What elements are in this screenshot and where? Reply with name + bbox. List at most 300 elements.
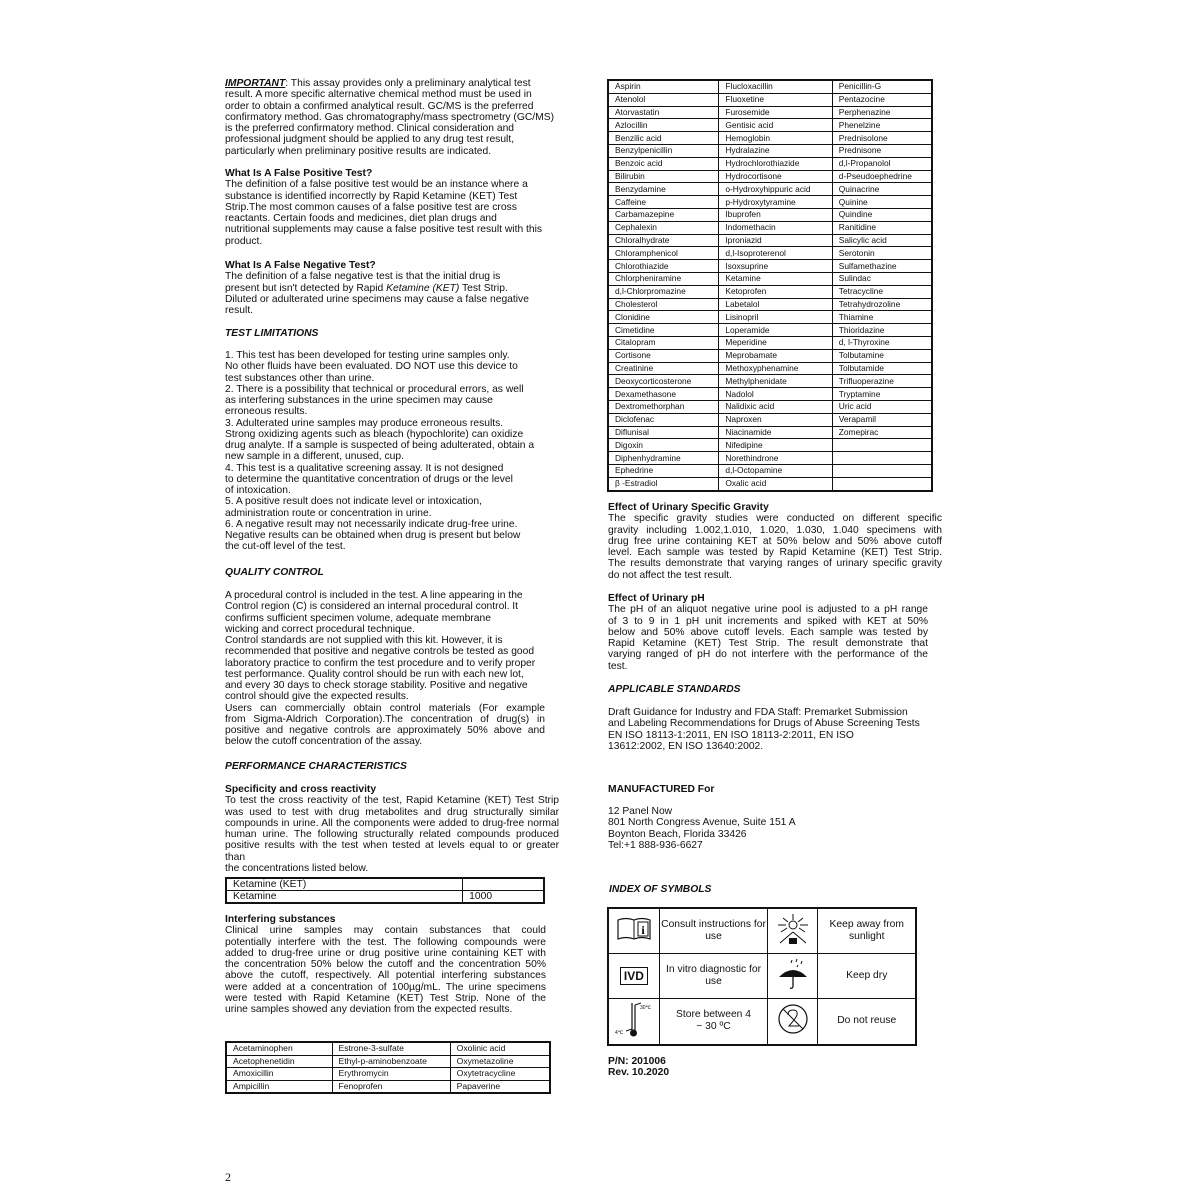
text-line: level. Each sample was tested by Rapid Ketamine (KET) Test Strip. (608, 547, 942, 558)
text-line: Tel:+1 888-936-6627 (608, 839, 703, 851)
temperature-limit-icon (608, 999, 659, 1045)
symbol-label: Do not reuse (818, 999, 916, 1045)
table-cell: Tryptamine (832, 388, 932, 401)
table-cell: Gentisic acid (719, 119, 832, 132)
table-cell: d-Pseudoephedrine (832, 170, 932, 183)
important-label: IMPORTANT (225, 78, 286, 89)
text-line: recommended that positive and negative controls be tested as good (225, 646, 535, 658)
performance-heading (225, 761, 407, 772)
table-row (608, 400, 932, 413)
table-cell: Chlorpheniramine (608, 272, 719, 285)
section-heading: APPLICABLE STANDARDS (608, 684, 741, 695)
table-row (608, 285, 932, 298)
table-cell: Bilirubin (608, 170, 719, 183)
text-line: positive and negative controls are approximately 50% above and (225, 725, 545, 736)
table-row (608, 349, 932, 362)
text-line: No other fluids have been evaluated. DO NOT use this device to (225, 361, 518, 373)
section-heading: QUALITY CONTROL (225, 567, 324, 578)
table-row (608, 170, 932, 183)
section-heading: Interfering substances (225, 914, 336, 925)
text-line: positive results with the test when tested at levels equal to or greater than (225, 840, 559, 863)
table-cell: Methylphenidate (719, 375, 832, 388)
text-line: A procedural control is included in the test. A line appearing in the (225, 590, 523, 601)
quality-control-text (225, 590, 545, 748)
table-row (608, 157, 932, 170)
text-line: The definition of a false negative test is that the initial drug is (225, 271, 501, 283)
ketamine-cutoff-table (225, 877, 545, 904)
text-line: is the preferred confirmatory method. Clinical consideration and (225, 123, 515, 134)
text-line: test performance. Quality control should be run with each new lot, (225, 668, 524, 680)
part-info (608, 1056, 669, 1079)
text-line: control should give the expected results. (225, 691, 409, 703)
text-line: gravity including 1.002,1.010, 1.020, 1.030, 1.040 specimens with (608, 524, 942, 536)
table-cell (832, 439, 932, 452)
table-cell: Diflunisal (608, 426, 719, 439)
table-cell: Acetophenetidin (226, 1055, 332, 1068)
table-cell: Amoxicillin (226, 1068, 332, 1081)
text-line: The results demonstrate that varying ranges of urinary specific gravity (608, 558, 942, 570)
text-line: drug analyte. If a sample is suspected of being adulterated, obtain a (225, 440, 535, 451)
text-line: erroneous results. (225, 406, 308, 418)
text-line: 12 Panel Now (608, 806, 673, 817)
table-cell: Carbamazepine (608, 208, 719, 221)
table-row (608, 144, 932, 157)
paragraph (225, 795, 559, 874)
text-line: of intoxication. (225, 485, 291, 496)
table-cell: Oxalic acid (719, 477, 832, 490)
table-cell: Prednisolone (832, 132, 932, 145)
table-cell: Perphenazine (832, 106, 932, 119)
table-cell: Benzilic acid (608, 132, 719, 145)
table-cell: Oxolinic acid (450, 1042, 550, 1055)
text-line: of 3 to 9 in 1 pH unit increments and spiked with KET at 50% (608, 615, 928, 627)
table-row (608, 196, 932, 209)
do-not-reuse-icon (768, 999, 818, 1045)
text-line: Negative results can be obtained when drug is present but below (225, 530, 521, 541)
text-line: was used to test with drug metabolites and drug structurally similar (225, 806, 559, 818)
table-cell: Ephedrine (608, 464, 719, 477)
table-cell: Uric acid (832, 400, 932, 413)
table-cell: Quindine (832, 208, 932, 221)
consult-instructions-icon (608, 908, 659, 954)
table-cell: Citalopram (608, 336, 719, 349)
paragraph (225, 89, 560, 157)
table-cell: Lisinopril (719, 311, 832, 324)
standards-heading (608, 684, 741, 695)
text-run: Test Strip. (459, 282, 508, 294)
table-cell: Azlocillin (608, 119, 719, 132)
keep-away-from-sunlight-icon (768, 908, 818, 954)
table-row (608, 221, 932, 234)
table-row (608, 119, 932, 132)
text-line: product. (225, 235, 263, 247)
symbol-label: In vitro diagnostic for use (659, 954, 767, 999)
table-row (608, 311, 932, 324)
table-row (608, 234, 932, 247)
table-cell: d,l-Chlorpromazine (608, 285, 719, 298)
table-cell: Salicylic acid (832, 234, 932, 247)
text-line: drug free urine containing KET at 50% below and 50% above cutoff (608, 535, 942, 547)
table-cell: Oxymetazoline (450, 1055, 550, 1068)
paragraph (225, 925, 546, 1015)
table-cell: Methoxyphenamine (719, 362, 832, 375)
text-line: Strong oxidizing agents such as bleach (hypochlorite) can oxidize (225, 428, 524, 440)
text-line: Diluted or adulterated urine specimens may cause a false negative (225, 293, 529, 305)
keep-dry-icon (768, 954, 818, 999)
text-line: 4. This test is a qualitative screening assay. It is not designed (225, 462, 504, 474)
table-row (608, 439, 932, 452)
text-line: below and 50% above cutoff levels. Each sample was tested by (608, 626, 928, 638)
text-line: the concentration 50% below the cutoff and the concentration 50% (225, 959, 546, 970)
interfering-section (225, 914, 546, 1015)
table-cell: Nadolol (719, 388, 832, 401)
text-line: Strip.The most common causes of a false positive test are cross (225, 201, 517, 213)
text-line: 801 North Congress Avenue, Suite 151 A (608, 817, 796, 829)
table-cell: Nifedipine (719, 439, 832, 452)
section-heading: What Is A False Negative Test? (225, 260, 376, 271)
text-line: EN ISO 18113-1:2011, EN ISO 18113-2:2011, EN ISO (608, 729, 854, 741)
table-cell: Hydrochlorothiazide (719, 157, 832, 170)
table-cell: β -Estradiol (608, 477, 719, 490)
table-cell: Penicillin-G (832, 80, 932, 93)
table-cell: Iproniazid (719, 234, 832, 247)
table-row (608, 106, 932, 119)
text-line: 3. Adulterated urine samples may produce erroneous results. (225, 417, 504, 429)
text-line: do not affect the test result. (608, 569, 733, 581)
text-line: The definition of a false positive test would be an instance where a (225, 179, 528, 191)
table-cell (832, 464, 932, 477)
table-cell: Quinine (832, 196, 932, 209)
text-line: urine samples showed any deviation from the expected results. (225, 1004, 513, 1015)
table-cell: Chloralhydrate (608, 234, 719, 247)
text-line: Users can commercially obtain control materials (For example (225, 702, 545, 714)
text-line: test substances other than urine. (225, 372, 375, 384)
paragraph (608, 806, 943, 851)
table-cell: Acetaminophen (226, 1042, 332, 1055)
text-line: Clinical urine samples may contain substances that could (225, 925, 546, 937)
table-cell: Hydrocortisone (719, 170, 832, 183)
gravity-section (608, 502, 942, 581)
text-line: as interfering substances in the urine specimen may cause (225, 395, 493, 406)
text-line: compounds in urine. All the components were added to drug-free normal (225, 817, 559, 829)
table-row (608, 388, 932, 401)
compounds-table (607, 79, 933, 492)
text-line: potentially interfere with the test. The following compounds were (225, 936, 546, 948)
symbol-row (608, 999, 916, 1045)
table-cell: Ranitidine (832, 221, 932, 234)
table-cell: Aspirin (608, 80, 719, 93)
table-row (608, 426, 932, 439)
table-cell: d,l-Propanolol (832, 157, 932, 170)
text-line: professional judgment should be applied to any drug test result, (225, 134, 515, 146)
table-cell: Flucloxacillin (719, 80, 832, 93)
table-cell: Ketamine (719, 272, 832, 285)
table-cell: Nalidixic acid (719, 400, 832, 413)
table-cell: Quinacrine (832, 183, 932, 196)
text-line: substance is identified incorrectly by Rapid Ketamine (KET) Test (225, 190, 518, 202)
table-cell: Pentazocine (832, 93, 932, 106)
table-cell: Zomepirac (832, 426, 932, 439)
text-line: confirmatory method. Gas chromatography/mass spectrometry (GC/MS) (225, 111, 555, 123)
symbols-heading (609, 884, 711, 895)
table-cell: Cimetidine (608, 324, 719, 337)
table-cell: Fenoprofen (332, 1080, 450, 1093)
test-limitations-list (225, 350, 560, 553)
symbol-label: Keep away from sunlight (818, 908, 916, 954)
section-heading: PERFORMANCE CHARACTERISTICS (225, 761, 407, 772)
table-row (226, 1055, 550, 1068)
text-line: nutritional supplements may cause a false positive test result with this (225, 224, 543, 236)
table-row (608, 208, 932, 221)
text-line: Control region (C) is considered an internal procedural control. It (225, 601, 519, 613)
text-line: particularly when preliminary positive results are indicated. (225, 145, 492, 157)
specificity-section (225, 784, 559, 874)
table-row (608, 298, 932, 311)
text-line: the concentrations listed below. (225, 862, 369, 874)
table-row (608, 452, 932, 465)
table-cell (832, 452, 932, 465)
table-cell: Tolbutamide (832, 362, 932, 375)
table-cell: Tetracycline (832, 285, 932, 298)
false-negative-section (225, 260, 560, 316)
table-cell: Hydralazine (719, 144, 832, 157)
table-row (608, 272, 932, 285)
table-cell: Ketoprofen (719, 285, 832, 298)
table-cell: Atorvastatin (608, 106, 719, 119)
table-row (226, 891, 544, 904)
table-row (608, 324, 932, 337)
table-cell: d,l-Octopamine (719, 464, 832, 477)
table-cell: o-Hydroxyhippuric acid (719, 183, 832, 196)
text-line: result. A more specific alternative chemical method must be used in (225, 89, 532, 101)
symbol-label: Store between 4 ~ 30 ºC (659, 999, 767, 1045)
text-line: Draft Guidance for Industry and FDA Staff: Premarket Submission (608, 707, 908, 718)
table-cell: Chloramphenicol (608, 247, 719, 260)
ph-section (608, 593, 928, 672)
text-line: the cut-off level of the test. (225, 541, 346, 553)
false-positive-section (225, 168, 560, 247)
text-line: 1. This test has been developed for testing urine samples only. (225, 350, 510, 361)
text-line: Rapid Ketamine (KET) Test Strip. The result demonstrate that (608, 638, 928, 649)
important-text: : This assay provides only a preliminary analytical test (285, 78, 531, 89)
table-row (608, 247, 932, 260)
table-cell: Thiamine (832, 311, 932, 324)
table-cell: Sulfamethazine (832, 260, 932, 273)
table-cell: Naproxen (719, 413, 832, 426)
table-cell: d,l-Isoproterenol (719, 247, 832, 260)
section-heading: Effect of Urinary pH (608, 593, 705, 604)
text-line: 13612:2002, EN ISO 13640:2002. (608, 740, 764, 752)
table-cell: Dexamethasone (608, 388, 719, 401)
table-cell: Benzydamine (608, 183, 719, 196)
table-cell: Meprobamate (719, 349, 832, 362)
interfering-substances-table (225, 1041, 551, 1094)
table-row (226, 878, 544, 891)
table-cell: Benzoic acid (608, 157, 719, 170)
text-line: order to obtain a confirmed analytical result. GC/MS is the preferred (225, 100, 534, 112)
symbols-table (607, 907, 917, 1046)
section-heading: Specificity and cross reactivity (225, 784, 377, 795)
text-line: test. (608, 660, 628, 672)
text-line: and every 30 days to check storage stability. Positive and negative (225, 680, 528, 691)
paragraph (225, 590, 545, 703)
table-cell: 1000 (463, 891, 544, 904)
text-line: confirms sufficient specimen volume, adequate membrane (225, 612, 491, 624)
table-cell: Papaverine (450, 1080, 550, 1093)
text-line: varying ranged of pH do not interfere with the performance of the (608, 649, 928, 661)
text-line: result. (225, 305, 254, 316)
table-row (608, 336, 932, 349)
text-line: below the cutoff concentration of the assay. (225, 736, 423, 748)
table-row (608, 413, 932, 426)
table-cell: Diclofenac (608, 413, 719, 426)
text-line: The specific gravity studies were conducted on different specific (608, 513, 942, 525)
important-notice (225, 78, 560, 157)
text-line: Control standards are not supplied with this kit. However, it is (225, 635, 503, 646)
table-cell: Ketamine (KET) (226, 878, 463, 891)
table-cell: Diphenhydramine (608, 452, 719, 465)
table-cell: Ketamine (226, 891, 463, 904)
table-row (608, 362, 932, 375)
text-line: administration route or concentration in urine. (225, 507, 432, 519)
table-cell: Cortisone (608, 349, 719, 362)
table-cell: Indomethacin (719, 221, 832, 234)
table-cell: Isoxsuprine (719, 260, 832, 273)
paragraph (608, 707, 943, 752)
table-cell: Erythromycin (332, 1068, 450, 1081)
symbol-label: Consult instructions for use (659, 908, 767, 954)
part-number: P/N: 201006 (608, 1056, 666, 1067)
table-cell: Labetalol (719, 298, 832, 311)
table-cell: Loperamide (719, 324, 832, 337)
table-cell: Niacinamide (719, 426, 832, 439)
symbol-row (608, 954, 916, 999)
ivd-text: IVD (620, 967, 648, 985)
table-row (608, 375, 932, 388)
table-row (226, 1068, 550, 1081)
text-line: To test the cross reactivity of the test, Rapid Ketamine (KET) Test Strip (225, 795, 559, 807)
text-line: human urine. The following structurally related compounds produced (225, 829, 559, 840)
text-line: from Sigma-Aldrich Corporation).The concentration of drug(s) in (225, 713, 545, 725)
table-cell: Dextromethorphan (608, 400, 719, 413)
page-number: 2 (225, 1170, 231, 1184)
table-cell: Benzylpenicillin (608, 144, 719, 157)
text-line: The pH of an aliquot negative urine pool is adjusted to a pH range (608, 604, 928, 616)
table-cell: d, l-Thyroxine (832, 336, 932, 349)
text-line: were added at a concentration of 100µg/mL. The urine specimens (225, 981, 546, 993)
paragraph (225, 350, 560, 553)
table-cell (463, 878, 544, 891)
section-heading: TEST LIMITATIONS (225, 328, 319, 339)
table-cell: Prednisone (832, 144, 932, 157)
table-cell: Thioridazine (832, 324, 932, 337)
table-cell: Tolbutamine (832, 349, 932, 362)
table-cell: Estrone-3-sulfate (332, 1042, 450, 1055)
table-row (608, 183, 932, 196)
text-line: above the cutoff, respectively. All potential interfering substances (225, 970, 546, 982)
table-row (608, 260, 932, 273)
table-row (608, 477, 932, 490)
section-heading: INDEX OF SYMBOLS (609, 884, 712, 895)
test-limitations-heading (225, 328, 318, 339)
text-line: Boynton Beach, Florida 33426 (608, 828, 747, 840)
section-heading: Effect of Urinary Specific Gravity (608, 502, 769, 513)
paragraph (608, 604, 928, 672)
table-cell: Meperidine (719, 336, 832, 349)
table-cell (832, 477, 932, 490)
text-run-italic: Ketamine (KET) (386, 282, 460, 294)
text-line: laboratory practice to confirm the test procedure and to verify proper (225, 657, 536, 669)
table-cell: p-Hydroxytyramine (719, 196, 832, 209)
table-cell: Atenolol (608, 93, 719, 106)
text-line: wicking and correct procedural technique. (225, 623, 416, 635)
text-line: 6. A negative result may not necessarily indicate drug-free urine. (225, 518, 518, 530)
text-line: added to drug-free urine or drug positive urine containing KET with (225, 947, 546, 959)
table-cell: Sulindac (832, 272, 932, 285)
temp-low-label: 4℃ (615, 1030, 624, 1036)
table-row (608, 464, 932, 477)
table-row (608, 80, 932, 93)
text-line: new sample in a different, unused, cup. (225, 451, 404, 463)
paragraph (608, 513, 942, 581)
table-cell: Hemoglobin (719, 132, 832, 145)
text-line: were tested with Rapid Ketamine (KET) Test Strip. None of the (225, 992, 546, 1004)
text-run: present but isn't detected by Rapid (225, 282, 387, 294)
table-cell: Serotonin (832, 247, 932, 260)
table-cell: Furosemide (719, 106, 832, 119)
text-line: 2. There is a possibility that technical or procedural errors, as well (225, 383, 524, 395)
revision: Rev. 10.2020 (608, 1067, 670, 1079)
table-row (226, 1042, 550, 1055)
table-cell: Trifluoperazine (832, 375, 932, 388)
table-cell: Chlorothiazide (608, 260, 719, 273)
table-cell: Deoxycorticosterone (608, 375, 719, 388)
table-cell: Phenelzine (832, 119, 932, 132)
table-cell: Verapamil (832, 413, 932, 426)
table-cell: Tetrahydrozoline (832, 298, 932, 311)
table-cell: Clonidine (608, 311, 719, 324)
table-cell: Creatinine (608, 362, 719, 375)
text-line: 5. A positive result does not indicate level or intoxication, (225, 496, 482, 508)
table-cell: Cephalexin (608, 221, 719, 234)
table-cell: Ethyl-p-aminobenzoate (332, 1055, 450, 1068)
svg-text:i: i (641, 922, 645, 937)
table-row (608, 132, 932, 145)
paragraph (225, 294, 560, 317)
table-cell: Norethindrone (719, 452, 832, 465)
symbol-row (608, 908, 916, 954)
table-cell: Cholesterol (608, 298, 719, 311)
paragraph (225, 703, 545, 748)
table-row (226, 1080, 550, 1093)
manufacturer-address (608, 806, 943, 851)
manufactured-heading (608, 784, 714, 795)
table-cell: Caffeine (608, 196, 719, 209)
table-row (608, 93, 932, 106)
paragraph (225, 179, 560, 247)
table-cell: Fluoxetine (719, 93, 832, 106)
section-heading: What Is A False Positive Test? (225, 168, 373, 179)
quality-control-heading (225, 567, 324, 578)
table-cell: Digoxin (608, 439, 719, 452)
section-heading: MANUFACTURED For (608, 784, 715, 795)
text-line (225, 283, 560, 294)
table-cell: Ampicillin (226, 1080, 332, 1093)
table-cell: Ibuprofen (719, 208, 832, 221)
text-line: reactants. Certain foods and medicines, diet plan drugs and (225, 213, 497, 224)
ivd-icon (608, 954, 659, 999)
symbol-label: Keep dry (818, 954, 916, 999)
